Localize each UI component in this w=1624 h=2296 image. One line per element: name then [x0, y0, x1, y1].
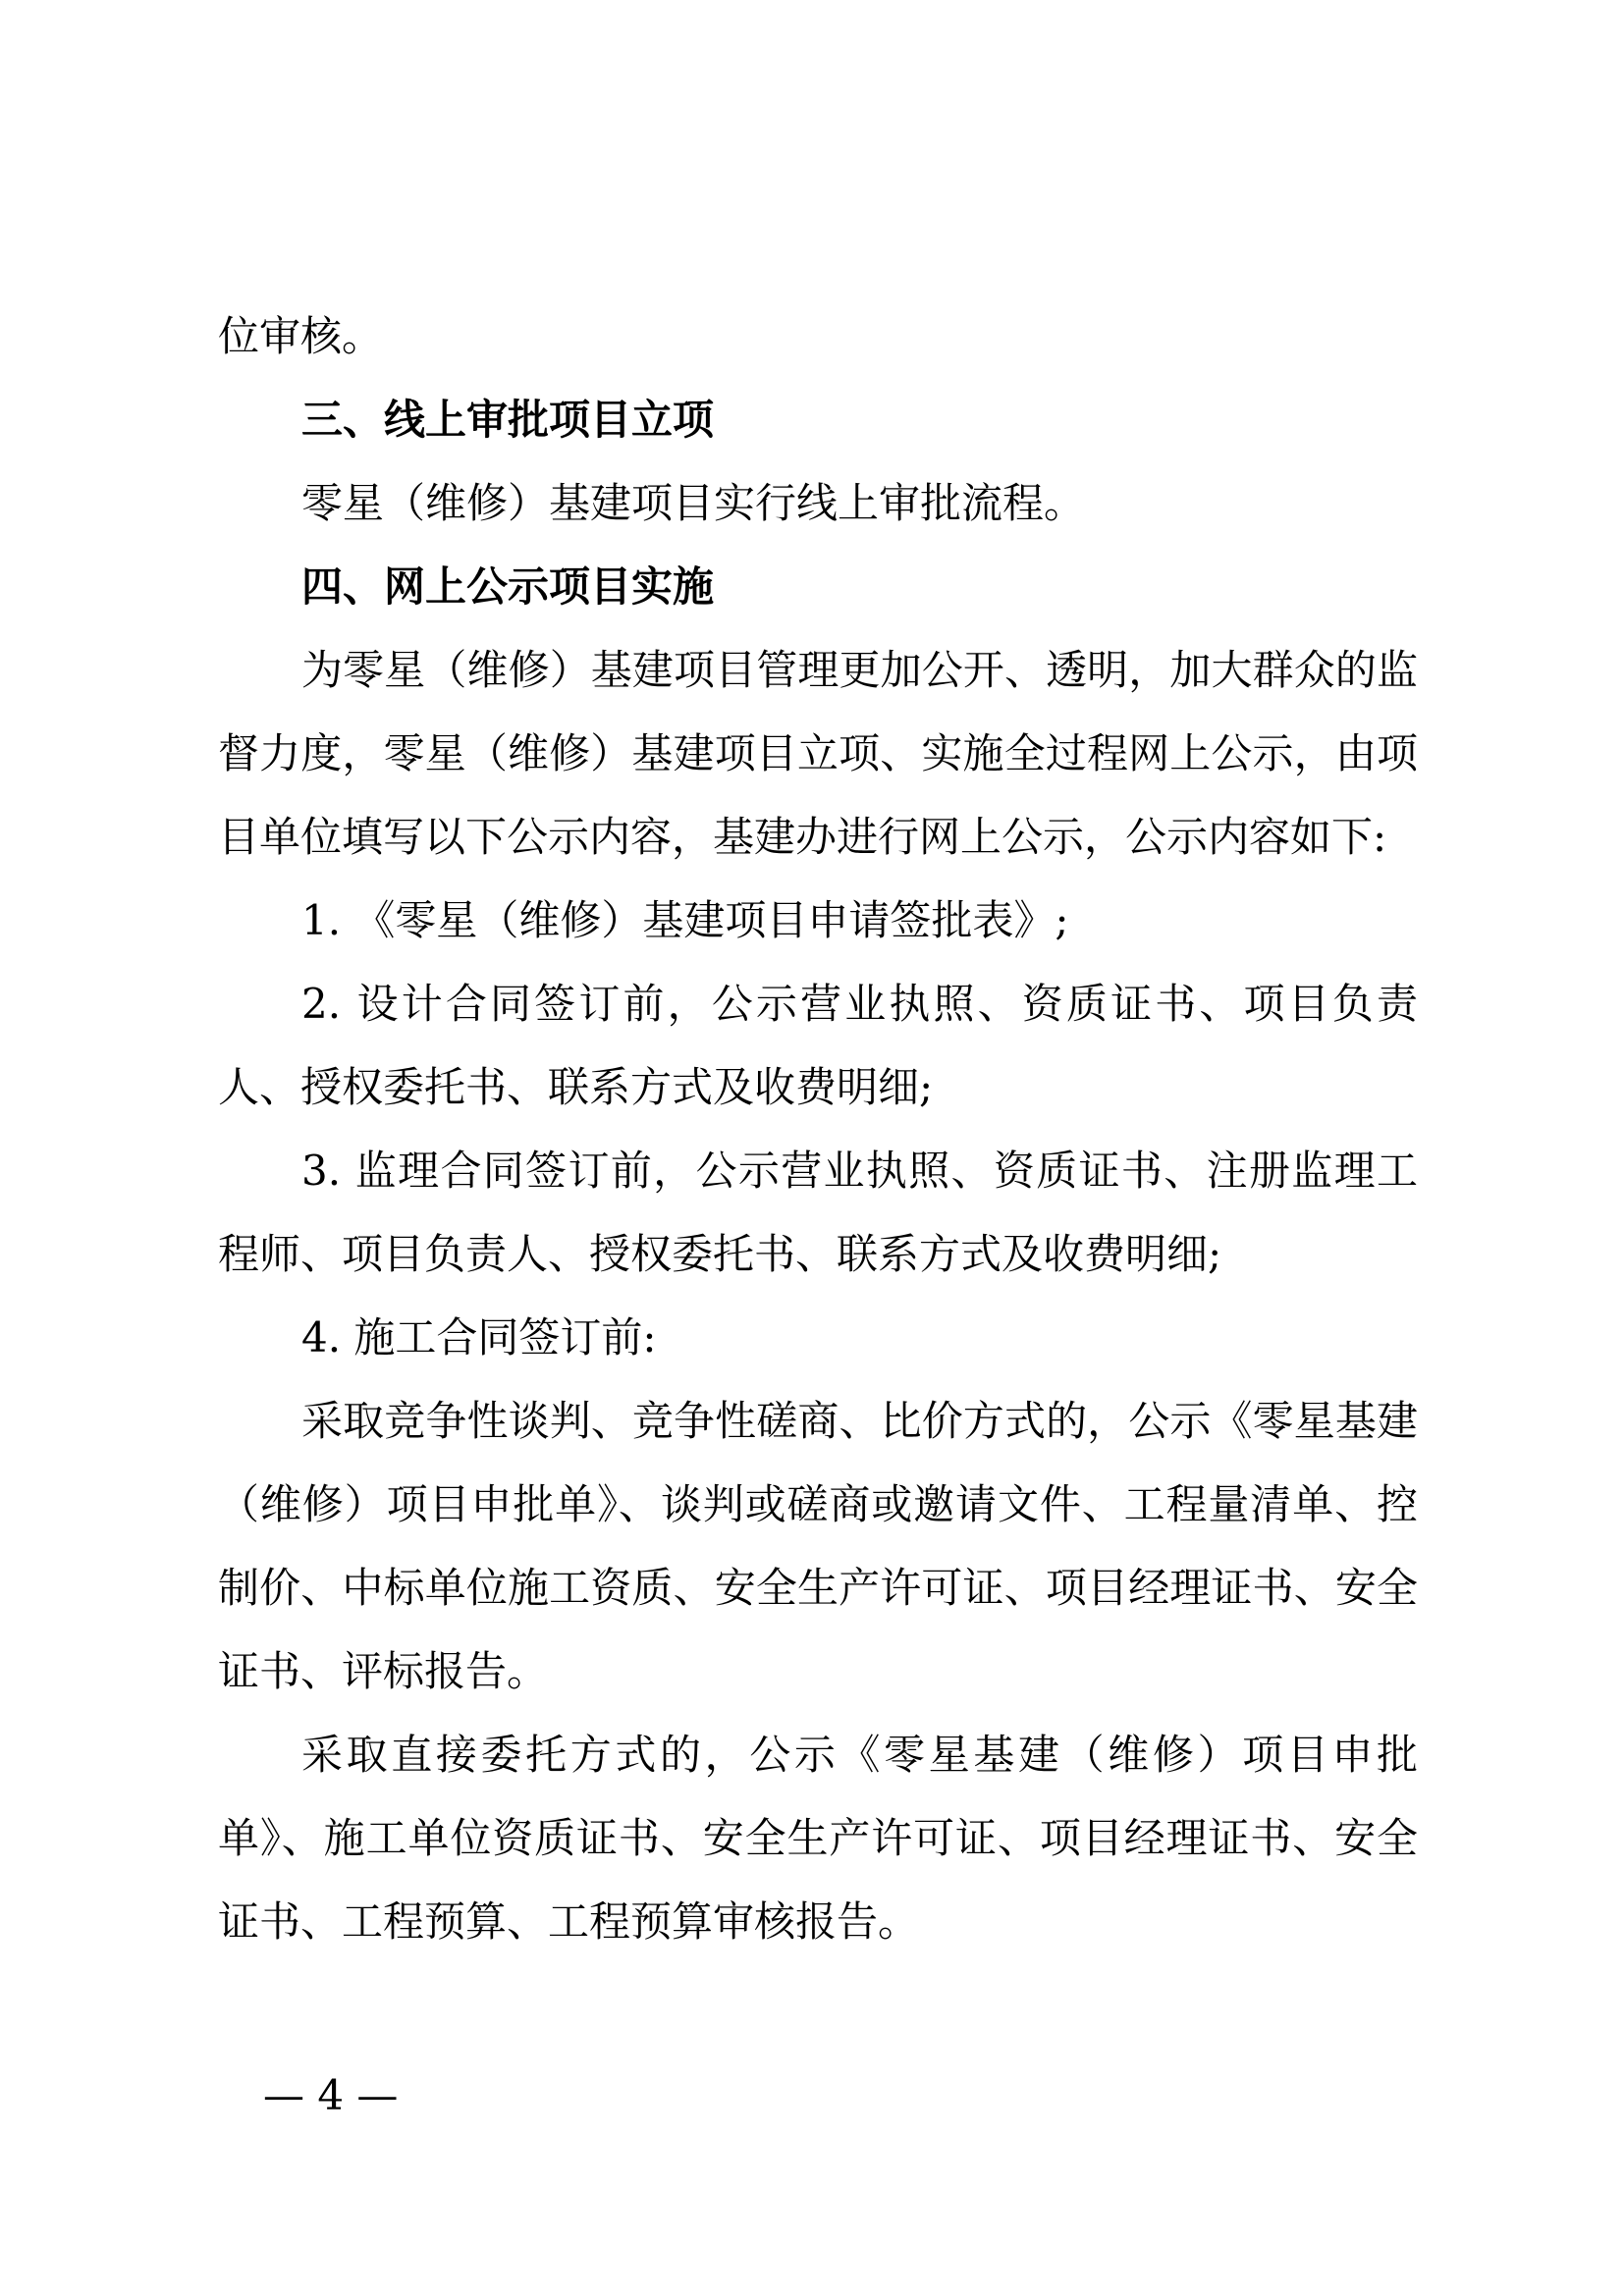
page-number: — 4 —	[263, 2071, 399, 2119]
paragraph: 为零星（维修）基建项目管理更加公开、透明，加大群众的监督力度，零星（维修）基建项目立项、实施全过程网上公示，由项目单位填写以下公示内容，基建办进行网上公示，公示内容如下:	[218, 646, 1418, 861]
list-item: 3. 监理合同签订前，公示营业执照、资质证书、注册监理工程师、项目负责人、授权委托书、联系方式及收费明细;	[218, 1147, 1418, 1278]
section-heading-3: 三、线上审批项目立项	[301, 396, 715, 444]
section-heading-4: 四、网上公示项目实施	[301, 562, 715, 611]
document-body	[218, 294, 1418, 1963]
list-item: 4. 施工合同签订前:	[301, 1313, 657, 1362]
list-item: 1. 《零星（维修）基建项目申请签批表》;	[301, 896, 1069, 944]
paragraph: 采取直接委托方式的，公示《零星基建（维修）项目申批单》、施工单位资质证书、安全生产许可证、项目经理证书、安全证书、工程预算、工程预算审核报告。	[218, 1731, 1418, 1946]
paragraph-continuation: 位审核。	[218, 312, 384, 360]
paragraph: 零星（维修）基建项目实行线上审批流程。	[301, 479, 1086, 527]
paragraph: 采取竞争性谈判、竞争性磋商、比价方式的，公示《零星基建（维修）项目申批单》、谈判或磋商或邀请文件、工程量清单、控制价、中标单位施工资质、安全生产许可证、项目经理证书、安全证书、评标报告。	[218, 1397, 1418, 1695]
list-item: 2. 设计合同签订前，公示营业执照、资质证书、项目负责人、授权委托书、联系方式及收费明细;	[218, 980, 1418, 1111]
